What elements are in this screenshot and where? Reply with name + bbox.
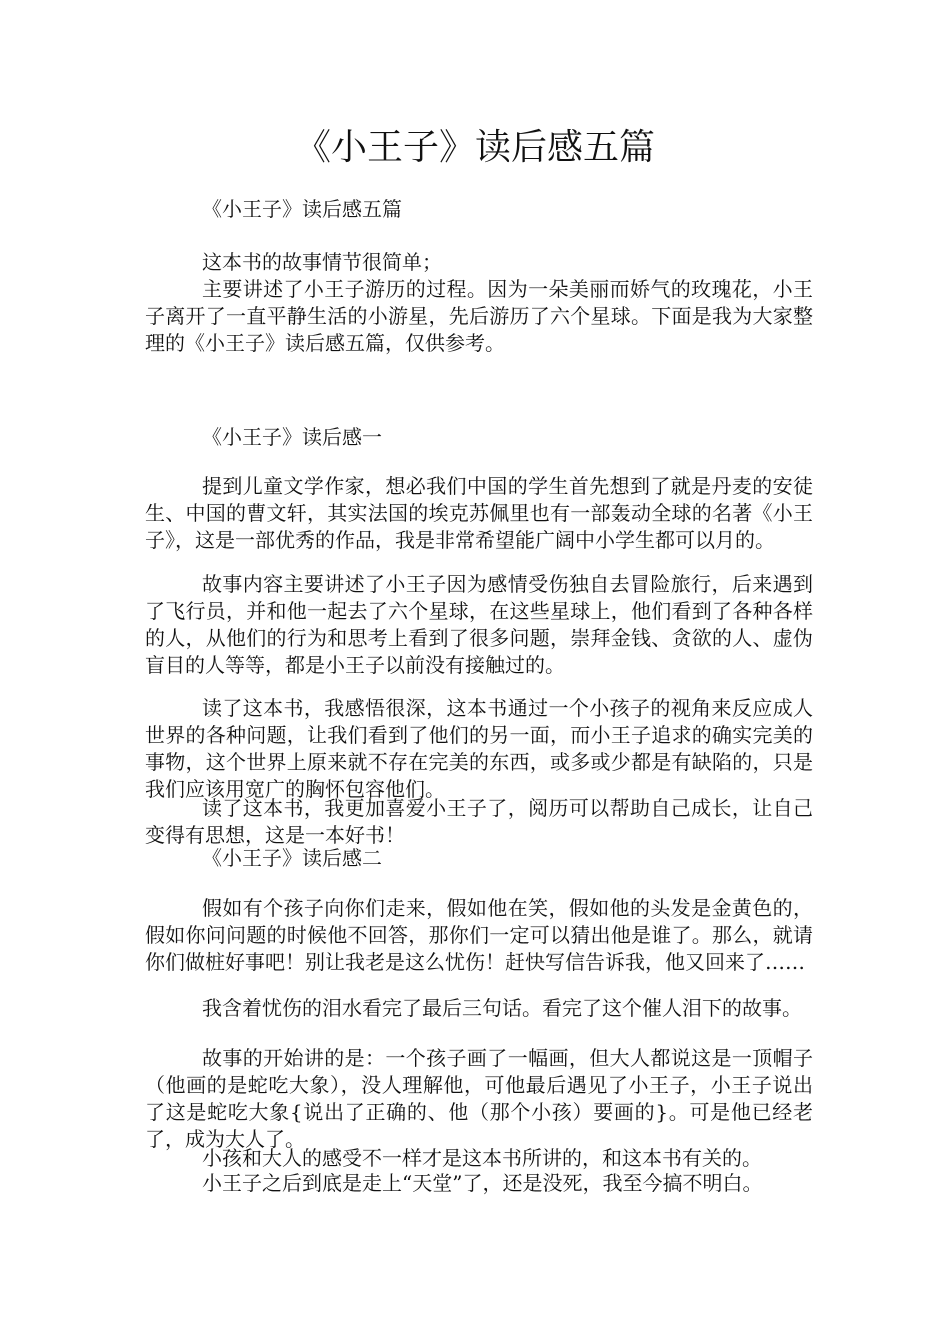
section-1-heading: 《小王子》读后感一 — [202, 425, 382, 449]
document-title: 《小王子》读后感五篇 — [294, 127, 655, 168]
section-2-heading: 《小王子》读后感二 — [202, 846, 382, 870]
section-2-paragraph-5: 小王子之后到底是走上“天堂”了，还是没死，我至今搞不明白。 — [202, 1171, 763, 1195]
intro-paragraph: 主要讲述了小王子游历的过程。因为一朵美丽而娇气的玫瑰花，小王子离开了一直平静生活的小游星，先后游历了六个星球。下面是我为大家整理的《小王子》读后感五篇，仅供参考。 — [145, 277, 813, 355]
section-1-paragraph-1: 提到儿童文学作家，想必我们中国的学生首先想到了就是丹麦的安徒生、中国的曹文轩，其实法国的埃克苏佩里也有一部轰动全球的名著《小王子》，这是一部优秀的作品，我是非常希望能广阔中小学生都可以月的。 — [145, 474, 813, 552]
section-1-paragraph-3: 读了这本书，我感悟很深，这本书通过一个小孩子的视角来反应成人世界的各种问题，让我们看到了他们的另一面，而小王子追求的确实完美的事物，这个世界上原来就不存在完美的东西，或多或少都是有缺陷的，只是我们应该用宽广的胸怀包容他们。 — [145, 696, 813, 801]
section-2-paragraph-4: 小孩和大人的感受不一样才是这本书所讲的，和这本书有关的。 — [202, 1146, 762, 1170]
intro-line-1: 这本书的故事情节很简单； — [202, 250, 442, 274]
subtitle: 《小王子》读后感五篇 — [202, 197, 402, 221]
section-2-paragraph-3: 故事的开始讲的是：一个孩子画了一幅画，但大人都说这是一顶帽子（他画的是蛇吃大象），没人理解他，可他最后遇见了小王子，小王子说出了这是蛇吃大象{说出了正确的、他（那个小孩）要画的}。可是他已经老了，成为大人了。 — [145, 1046, 813, 1151]
section-1-paragraph-4: 读了这本书，我更加喜爱小王子了，阅历可以帮助自己成长，让自己变得有思想，这是一本好书！ — [145, 796, 813, 847]
section-2-paragraph-2: 我含着忧伤的泪水看完了最后三句话。看完了这个催人泪下的故事。 — [202, 996, 802, 1020]
section-1-paragraph-2: 故事内容主要讲述了小王子因为感情受伤独自去冒险旅行，后来遇到了飞行员，并和他一起去了六个星球，在这些星球上，他们看到了各种各样的人，从他们的行为和思考上看到了很多问题，崇拜金钱、贪欲的人、虚伪盲目的人等等，都是小王子以前没有接触过的。 — [145, 572, 813, 677]
section-2-paragraph-1: 假如有个孩子向你们走来，假如他在笑，假如他的头发是金黄色的，假如你问问题的时候他不回答，那你们一定可以猜出他是谁了。那么，就请你们做桩好事吧！别让我老是这么忧伤！赶快写信告诉我，他又回来了…… — [145, 896, 813, 974]
